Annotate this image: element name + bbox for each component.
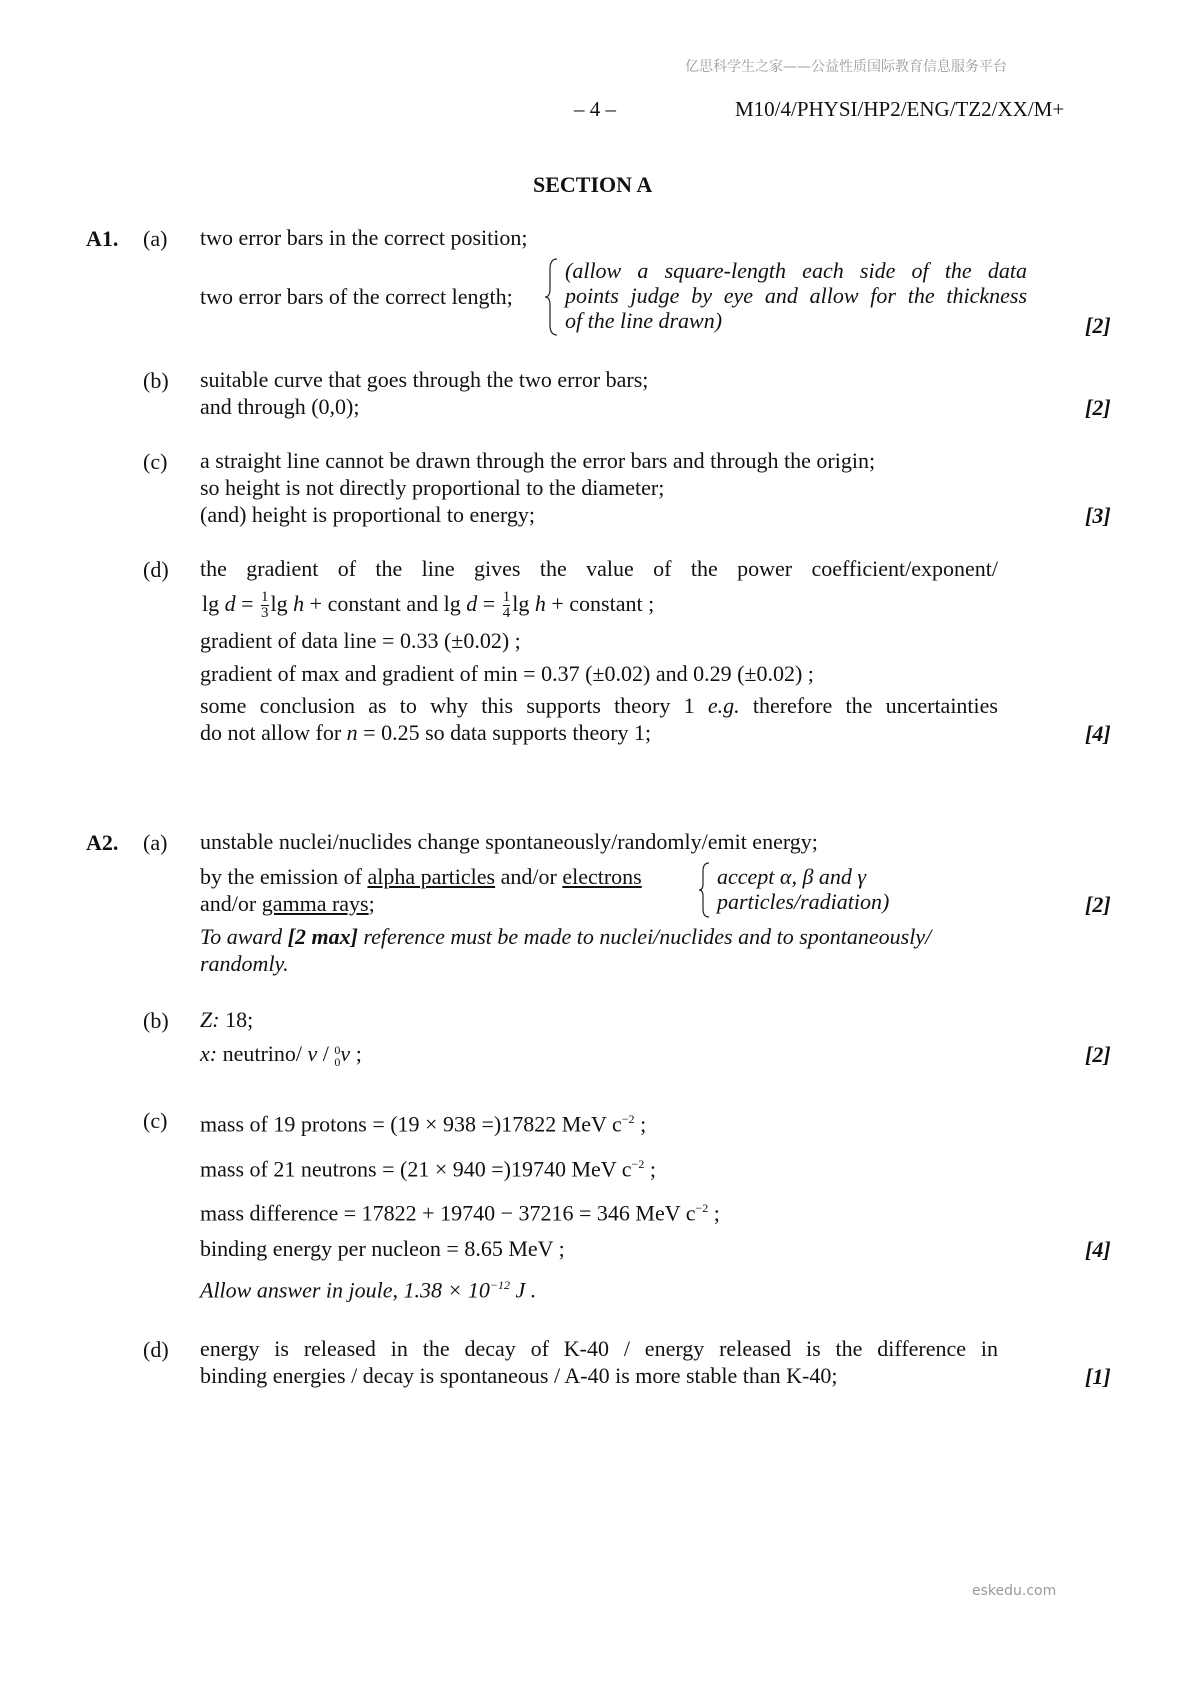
a2b-x: x: neutrino/ ν / 0 0 ν ; bbox=[200, 1041, 362, 1069]
gamma-rays: gamma rays bbox=[261, 891, 369, 916]
a1d-line3: gradient of data line = 0.33 (±0.02) ; bbox=[200, 628, 521, 653]
a2c-line1: mass of 19 protons = (19 × 938 =)17822 MeV $c^{-2}$ ; bbox=[200, 1111, 647, 1137]
a2c-allow-note: Allow answer in joule, $1.38 \times 10^{-12}$ J . bbox=[200, 1277, 537, 1303]
page-number: – 4 – bbox=[574, 97, 616, 121]
marks-a2d: [1] bbox=[1085, 1364, 1111, 1389]
a1b-line1: suitable curve that goes through the two error bars; bbox=[200, 367, 649, 392]
marks-a1c: [3] bbox=[1085, 503, 1111, 528]
a2c-line3: mass difference = 17822 + 19740 − 37216 = 346 MeV $c^{-2}$ ; bbox=[200, 1200, 720, 1226]
marks-a2c: [4] bbox=[1085, 1237, 1111, 1262]
marks-a1a: [2] bbox=[1085, 313, 1111, 338]
brace-icon bbox=[698, 861, 712, 919]
nuclide-notation: 0 0 bbox=[334, 1042, 341, 1069]
part-label-a1a: (a) bbox=[143, 226, 168, 251]
a2d-line2: binding energies / decay is spontaneous / A-40 is more stable than K-40; bbox=[200, 1363, 838, 1388]
a2a-note-line1: accept α, β and γ bbox=[717, 864, 867, 889]
question-number-a2: A2. bbox=[86, 830, 119, 855]
alpha-particles: alpha particles bbox=[367, 864, 496, 889]
a2c-line2: mass of 21 neutrons = (21 × 940 =)19740 MeV $c^{-2}$ ; bbox=[200, 1156, 656, 1182]
a2d-line1: energy is released in the decay of K-40 / energy released is the difference in bbox=[200, 1336, 998, 1361]
a1a-note-line1: (allow a square-length each side of the data bbox=[565, 258, 1027, 283]
a1c-line2: so height is not directly proportional to the diameter; bbox=[200, 475, 665, 500]
eq-d: d bbox=[224, 591, 236, 616]
a2a-line1: unstable nuclei/nuclides change spontaneously/randomly/emit energy; bbox=[200, 829, 818, 854]
paper-code: M10/4/PHYSI/HP2/ENG/TZ2/XX/M+ bbox=[735, 97, 1065, 121]
eq-equals: = bbox=[235, 591, 260, 616]
part-label-a1c: (c) bbox=[143, 449, 168, 474]
a1d-line4: gradient of max and gradient of min = 0.37 (±0.02) and 0.29 (±0.02) ; bbox=[200, 661, 814, 686]
eq-lg-2: lg bbox=[270, 591, 288, 616]
marks-a2b: [2] bbox=[1085, 1042, 1111, 1067]
section-title: SECTION A bbox=[533, 172, 653, 197]
fraction-one-quarter: $\frac{1}{4}$ bbox=[502, 589, 511, 622]
eq-lg: lg bbox=[202, 591, 220, 616]
part-label-a2c: (c) bbox=[143, 1108, 168, 1133]
part-label-a1d: (d) bbox=[143, 557, 169, 582]
eq-equals-2: = bbox=[477, 591, 501, 616]
fraction-one-third: $\frac{1}{3}$ bbox=[261, 589, 269, 622]
watermark-top: 亿思科学生之家——公益性质国际教育信息服务平台 bbox=[685, 59, 1007, 75]
a1a-note-line3: of the line drawn) bbox=[565, 308, 723, 333]
eq-d-2: d bbox=[466, 591, 478, 616]
a1a-examiner-note bbox=[565, 258, 1027, 333]
part-label-a2d: (d) bbox=[143, 1337, 169, 1362]
a2c-line4: binding energy per nucleon = 8.65 MeV ; bbox=[200, 1236, 565, 1261]
marks-a1d: [4] bbox=[1085, 721, 1111, 746]
a1b-line2: and through (0,0); bbox=[200, 394, 360, 419]
a2a-award-note-line2: randomly. bbox=[200, 951, 289, 976]
eq-h: h bbox=[293, 591, 305, 616]
marks-a2a: [2] bbox=[1085, 892, 1111, 917]
eq-lg-3: lg bbox=[443, 591, 461, 616]
eq-constant-end: + constant ; bbox=[545, 591, 655, 616]
electrons: electrons bbox=[562, 864, 642, 889]
a2a-examiner-note bbox=[717, 864, 889, 914]
part-label-a2b: (b) bbox=[143, 1008, 169, 1033]
a1d-equation bbox=[202, 590, 654, 621]
eq-constant-and: + constant and bbox=[304, 591, 444, 616]
a1a-note-line2: points judge by eye and allow for the thickness bbox=[565, 283, 1027, 308]
a2a-line3: and/or gamma rays; bbox=[200, 891, 375, 916]
a1d-line6: do not allow for n = 0.25 so data supports theory 1; bbox=[200, 720, 652, 745]
marks-a1b: [2] bbox=[1085, 395, 1111, 420]
eq-lg-4: lg bbox=[512, 591, 530, 616]
brace-icon bbox=[544, 257, 560, 337]
a1d-line5: some conclusion as to why this supports theory 1 e.g. therefore the uncertainties bbox=[200, 693, 998, 718]
a1a-line2: two error bars of the correct length; bbox=[200, 284, 513, 309]
a1a-line1: two error bars in the correct position; bbox=[200, 225, 528, 250]
a2a-award-note: To award [2 max] reference must be made to nuclei/nuclides and to spontaneously/ bbox=[200, 924, 932, 949]
a1c-line3: (and) height is proportional to energy; bbox=[200, 502, 536, 527]
a1c-line1: a straight line cannot be drawn through the error bars and through the origin; bbox=[200, 448, 876, 473]
eq-h-2: h bbox=[534, 591, 546, 616]
question-number-a1: A1. bbox=[86, 226, 119, 251]
part-label-a2a: (a) bbox=[143, 830, 168, 855]
a2a-note-line2: particles/radiation) bbox=[717, 889, 890, 914]
a2b-z: Z: 18; bbox=[200, 1007, 254, 1032]
watermark-bottom: eskedu.com bbox=[972, 1583, 1057, 1599]
a2a-line2: by the emission of alpha particles and/or electrons bbox=[200, 864, 642, 889]
part-label-a1b: (b) bbox=[143, 368, 169, 393]
a1d-line1: the gradient of the line gives the value of the power coefficient/exponent/ bbox=[200, 556, 998, 581]
